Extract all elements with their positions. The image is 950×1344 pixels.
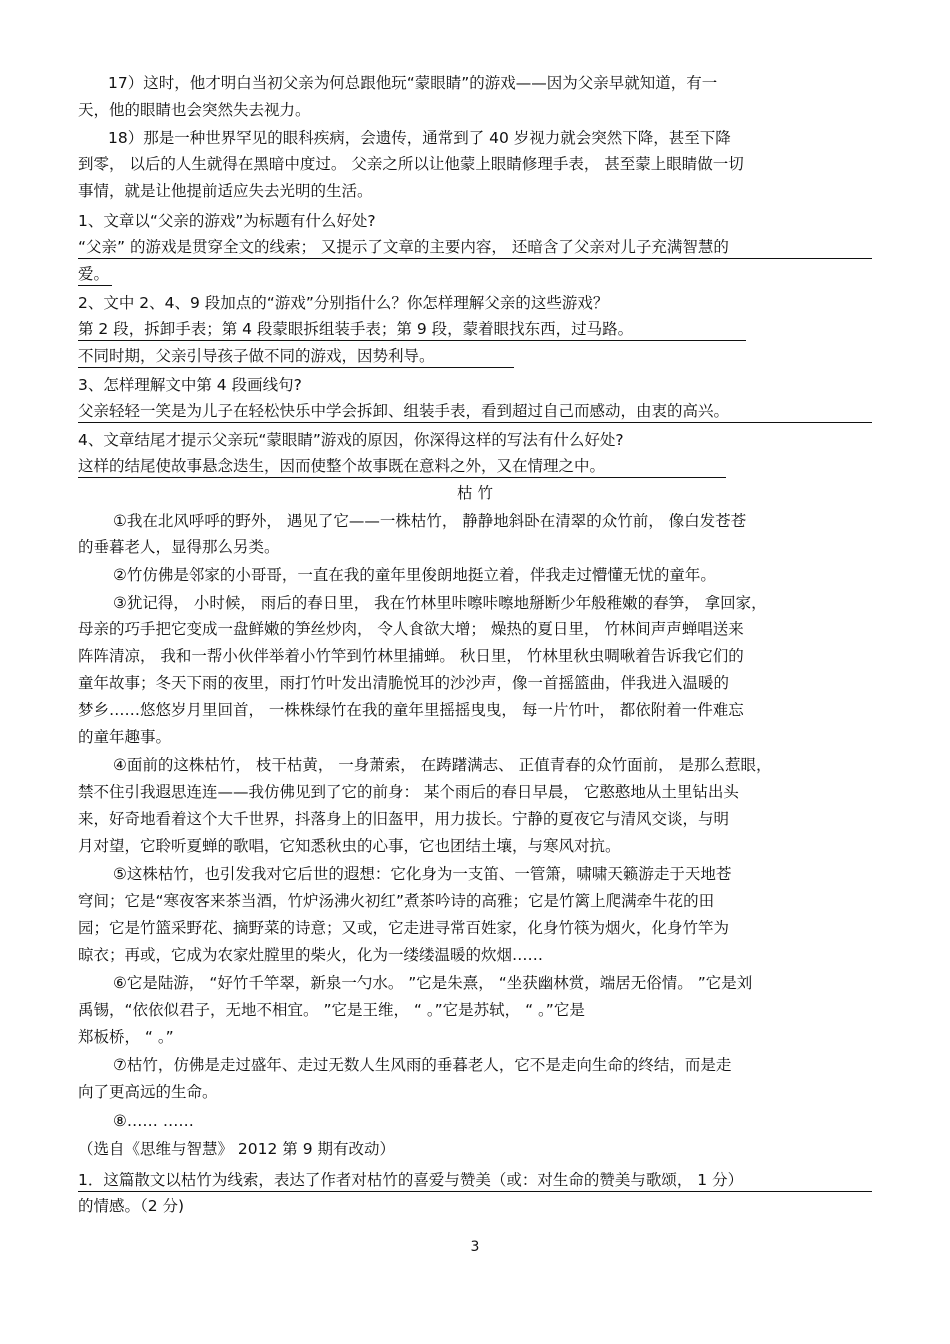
text-line: 月对望，它聆听夏蝉的歌唱，它知悉秋虫的心事，它也团结土壤，与寒风对抗。 [78, 837, 621, 855]
text-line: 4、文章结尾才提示父亲玩“蒙眼睛”游戏的原因，你深得这样的写法有什么好处? [78, 431, 624, 449]
text-line: ②竹仿佛是邻家的小哥哥，一直在我的童年里俊朗地挺立着，伴我走过懵懂无忧的童年。 [113, 566, 716, 584]
text-line: 的情感。（2 分) [78, 1197, 185, 1215]
text-line: 禁不住引我遐思连连——我仿佛见到了它的前身： 某个雨后的春日早晨， 它憨憨地从土里钻出头 [78, 783, 739, 801]
text-line: ①我在北风呼呼的野外， 遇见了它——一株枯竹， 静静地斜卧在清翠的众竹前， 像白发苍苍 [113, 512, 747, 530]
text-line: 的垂暮老人，显得那么另类。 [78, 538, 280, 556]
text-line: ⑥它是陆游， “好竹千竿翠，新泉一勺水。 ”它是朱熹， “坐获幽林赏，端居无俗情。 ”它是刘 [113, 974, 753, 992]
text-line: ⑤这株枯竹，也引发我对它后世的遐想：它化身为一支笛、一管箫，啸啸天籁游走于天地苍 [113, 865, 732, 883]
text-line: ⑧…… …… [113, 1112, 194, 1130]
text-line: 到零， 以后的人生就得在黑暗中度过。 父亲之所以让他蒙上眼睛修理手表， 甚至蒙上眼睛做一切 [78, 155, 744, 173]
text-line: 园；它是竹篮采野花、摘野菜的诗意；又或，它走进寻常百姓家，化身竹筷为烟火，化身竹竿为 [78, 919, 730, 937]
answer-line: 1．这篇散文以枯竹为线索，表达了作者对枯竹的喜爱与赞美（或：对生命的赞美与歌颂， 1 分） [78, 1169, 872, 1192]
text-line: ③犹记得， 小时候， 雨后的春日里， 我在竹林里咔嚓咔嚓地掰断少年般稚嫩的春笋， 拿回家， [113, 594, 767, 612]
text-line: 3、怎样理解文中第 4 段画线句? [78, 376, 302, 394]
text-line: 禹锡，“依依似君子，无地不相宜。 ”它是王维， “ 。”它是苏轼， “ 。”它是 [78, 1001, 585, 1019]
answer-line: 父亲轻轻一笑是为儿子在轻松快乐中学会拆卸、组装手表，看到超过自己而感动，由衷的高兴。 [78, 400, 872, 423]
text-line: 郑板桥， “ 。” [78, 1028, 174, 1046]
text-line: 晾衣；再或，它成为农家灶膛里的柴火，化为一缕缕温暖的炊烟…… [78, 946, 544, 964]
answer-line: 不同时期，父亲引导孩子做不同的游戏，因势利导。 [78, 345, 514, 368]
text-line: 童年故事；冬天下雨的夜里，雨打竹叶发出清脆悦耳的沙沙声，像一首摇篮曲，伴我进入温暖的 [78, 674, 730, 692]
text-line: 2、文中 2、4、9 段加点的“游戏”分别指什么？你怎样理解父亲的这些游戏？ [78, 294, 609, 312]
text-line: ④面前的这株枯竹， 枝干枯黄， 一身萧索， 在踌躇满志、 正值青春的众竹面前， 是那么惹眼， [113, 756, 772, 774]
text-line: 穹间；它是“寒夜客来茶当酒，竹炉汤沸火初红”煮茶吟诗的高雅；它是竹篱上爬满牵牛花的田 [78, 892, 715, 910]
answer-line: 这样的结尾使故事悬念迭生，因而使整个故事既在意料之外，又在情理之中。 [78, 455, 726, 478]
text-line: 来，好奇地看着这个大千世界，抖落身上的旧盔甲，用力拔长。宁静的夏夜它与清风交谈，与明 [78, 810, 730, 828]
text-line: 1、文章以“父亲的游戏”为标题有什么好处? [78, 212, 376, 230]
text-line: （选自《思维与智慧》 2012 第 9 期有改动） [78, 1140, 396, 1158]
text-line: 梦乡……悠悠岁月里回首， 一株株绿竹在我的童年里摇摇曳曳， 每一片竹叶， 都依附着一件难忘 [78, 701, 744, 719]
text-line: 事情，就是让他提前适应失去光明的生活。 [78, 182, 373, 200]
text-line: 阵阵清凉， 我和一帮小伙伴举着小竹竿到竹林里捕蝉。 秋日里， 竹林里秋虫啁啾着告诉我它们的 [78, 647, 744, 665]
text-line: ⑦枯竹，仿佛是走过盛年、走过无数人生风雨的垂暮老人，它不是走向生命的终结，而是走 [113, 1056, 732, 1074]
text-line: 18）那是一种世界罕见的眼科疾病，会遗传，通常到了 40 岁视力就会突然下降，甚至下降 [108, 129, 731, 147]
text-line: 母亲的巧手把它变成一盘鲜嫩的笋丝炒肉， 令人食欲大增； 燥热的夏日里， 竹林间声声蝉唱送来 [78, 620, 744, 638]
text-line: 向了更高远的生命。 [78, 1083, 218, 1101]
page-number: 3 [470, 1239, 480, 1255]
answer-line: “父亲” 的游戏是贯穿全文的线索； 又提示了文章的主要内容， 还暗含了父亲对儿子充满智慧的 [78, 236, 872, 259]
text-line: 的童年趣事。 [78, 728, 172, 746]
answer-line: 爱。 [78, 263, 112, 286]
text-line: 天，他的眼睛也会突然失去视力。 [78, 101, 311, 119]
article-title: 枯 竹 [457, 484, 493, 502]
text-line: 17）这时，他才明白当初父亲为何总跟他玩“蒙眼睛”的游戏——因为父亲早就知道，有一 [108, 74, 718, 92]
answer-line: 第 2 段，拆卸手表；第 4 段蒙眼拆组装手表；第 9 段，蒙着眼找东西，过马路。 [78, 318, 746, 341]
